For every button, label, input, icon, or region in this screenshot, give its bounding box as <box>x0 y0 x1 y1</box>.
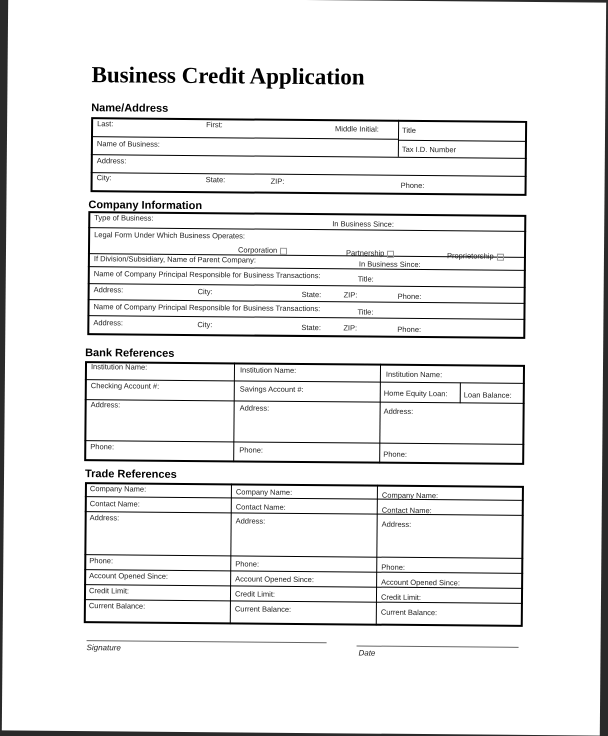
last-name-label[interactable]: Last: <box>97 119 114 129</box>
principal-2-phone-label[interactable]: Phone: <box>397 324 422 335</box>
first-name-label[interactable]: First: <box>206 120 223 130</box>
trade-2-contact-name-label[interactable]: Contact Name: <box>235 502 286 512</box>
middle-initial-label[interactable]: Middle Initial: <box>335 124 379 134</box>
section-company-info-heading: Company Information <box>88 199 203 213</box>
trade-3-current-balance-label[interactable]: Current Balance: <box>380 607 438 618</box>
proprietorship-option[interactable] <box>447 251 504 260</box>
zip-label[interactable]: ZIP: <box>270 176 285 186</box>
principal-1-address-label[interactable]: Address: <box>93 285 124 295</box>
trade-2-credit-limit-label[interactable]: Credit Limit: <box>234 589 276 599</box>
trade-3-contact-name-label[interactable]: Contact Name: <box>381 505 432 516</box>
bank-2-institution-label[interactable]: Institution Name: <box>239 365 297 375</box>
bank-2-phone-label[interactable]: Phone: <box>239 445 264 455</box>
address-label[interactable]: Address: <box>96 156 127 166</box>
trade-1-account-opened-label[interactable]: Account Opened Since: <box>89 571 169 581</box>
principal-2-address-label[interactable]: Address: <box>93 318 124 328</box>
section-bank-refs-heading: Bank References <box>85 347 175 360</box>
trade-2-account-opened-label[interactable]: Account Opened Since: <box>235 574 314 585</box>
bank-1-institution-label[interactable]: Institution Name: <box>90 362 148 372</box>
phone-label[interactable]: Phone: <box>400 180 425 191</box>
trade-2-current-balance-label[interactable]: Current Balance: <box>234 604 292 614</box>
trade-3-address-label[interactable]: Address: <box>381 519 412 529</box>
trade-3-phone-label[interactable]: Phone: <box>381 562 406 572</box>
trade-2-phone-label[interactable]: Phone: <box>235 559 260 569</box>
principal-2-zip-label[interactable]: ZIP: <box>343 323 358 333</box>
principal-1-phone-label[interactable]: Phone: <box>397 291 422 302</box>
principal-1-zip-label[interactable]: ZIP: <box>343 290 358 300</box>
trade-1-phone-label[interactable]: Phone: <box>89 556 114 566</box>
section-name-address-heading: Name/Address <box>91 102 169 115</box>
principal-1-state-label[interactable]: State: <box>301 289 322 300</box>
trade-2-address-label[interactable]: Address: <box>235 516 266 526</box>
home-equity-loan-label[interactable]: Home Equity Loan: <box>383 388 448 399</box>
date-label: Date <box>358 648 376 658</box>
principal-2-state-label[interactable]: State: <box>301 322 321 333</box>
bank-3-phone-label[interactable]: Phone: <box>383 449 408 459</box>
bank-3-institution-label[interactable]: Institution Name: <box>385 369 443 380</box>
tax-id-label[interactable]: Tax I.D. Number <box>401 144 457 155</box>
trade-3-company-name-label[interactable]: Company Name: <box>381 490 439 501</box>
loan-balance-label[interactable]: Loan Balance: <box>463 390 512 400</box>
type-of-business-label[interactable]: Type of Business: <box>94 213 154 223</box>
page-title: Business Credit Application <box>91 62 365 90</box>
state-label[interactable]: State: <box>205 175 226 185</box>
legal-form-label: Legal Form Under Which Business Operates: <box>94 230 246 241</box>
proprietorship-checkbox[interactable] <box>497 253 504 260</box>
bank-refs-box <box>84 361 525 465</box>
principal-1-city-label[interactable]: City: <box>197 287 213 297</box>
section-trade-refs-heading: Trade References <box>85 468 177 481</box>
form-page <box>2 0 606 736</box>
bank-1-phone-label[interactable]: Phone: <box>90 442 115 452</box>
city-label[interactable]: City: <box>96 173 112 183</box>
principal-1-title-label[interactable]: Title: <box>357 274 374 284</box>
signature-line[interactable] <box>87 640 327 643</box>
corporation-option[interactable] <box>238 245 287 254</box>
trade-3-account-opened-label[interactable]: Account Opened Since: <box>381 577 460 588</box>
principal-2-label[interactable]: Name of Company Principal Responsible for Business Transactions: <box>93 302 321 314</box>
bank-3-address-label[interactable]: Address: <box>383 406 414 416</box>
checking-account-label[interactable]: Checking Account #: <box>90 381 160 391</box>
principal-2-title-label[interactable]: Title: <box>357 307 374 317</box>
trade-1-current-balance-label[interactable]: Current Balance: <box>88 601 146 611</box>
in-business-since-label[interactable]: In Business Since: <box>332 219 394 229</box>
trade-1-credit-limit-label[interactable]: Credit Limit: <box>88 586 130 596</box>
trade-2-company-name-label[interactable]: Company Name: <box>235 487 293 497</box>
proprietorship-label: Proprietorship <box>446 251 494 261</box>
name-of-business-label[interactable]: Name of Business: <box>96 139 160 149</box>
date-line[interactable] <box>357 645 519 647</box>
partnership-checkbox[interactable] <box>387 250 394 257</box>
trade-1-company-name-label[interactable]: Company Name: <box>89 484 147 494</box>
corporation-label: Corporation <box>237 245 278 255</box>
bank-1-address-label[interactable]: Address: <box>90 400 121 410</box>
principal-2-city-label[interactable]: City: <box>197 320 213 330</box>
partnership-option[interactable] <box>346 248 394 257</box>
in-business-since-2-label[interactable]: In Business Since: <box>358 259 421 270</box>
partnership-label: Partnership <box>345 248 385 258</box>
savings-account-label[interactable]: Savings Account #: <box>239 384 304 394</box>
trade-3-credit-limit-label[interactable]: Credit Limit: <box>380 592 422 603</box>
title-label[interactable]: Title <box>402 125 416 135</box>
trade-1-address-label[interactable]: Address: <box>89 513 120 523</box>
parent-company-label[interactable]: If Division/Subsidiary, Name of Parent Company: <box>93 254 256 265</box>
bank-2-address-label[interactable]: Address: <box>239 403 270 413</box>
trade-1-contact-name-label[interactable]: Contact Name: <box>89 499 140 509</box>
corporation-checkbox[interactable] <box>280 247 287 254</box>
principal-1-label[interactable]: Name of Company Principal Responsible for Business Transactions: <box>93 269 321 281</box>
signature-label: Signature <box>86 643 121 653</box>
